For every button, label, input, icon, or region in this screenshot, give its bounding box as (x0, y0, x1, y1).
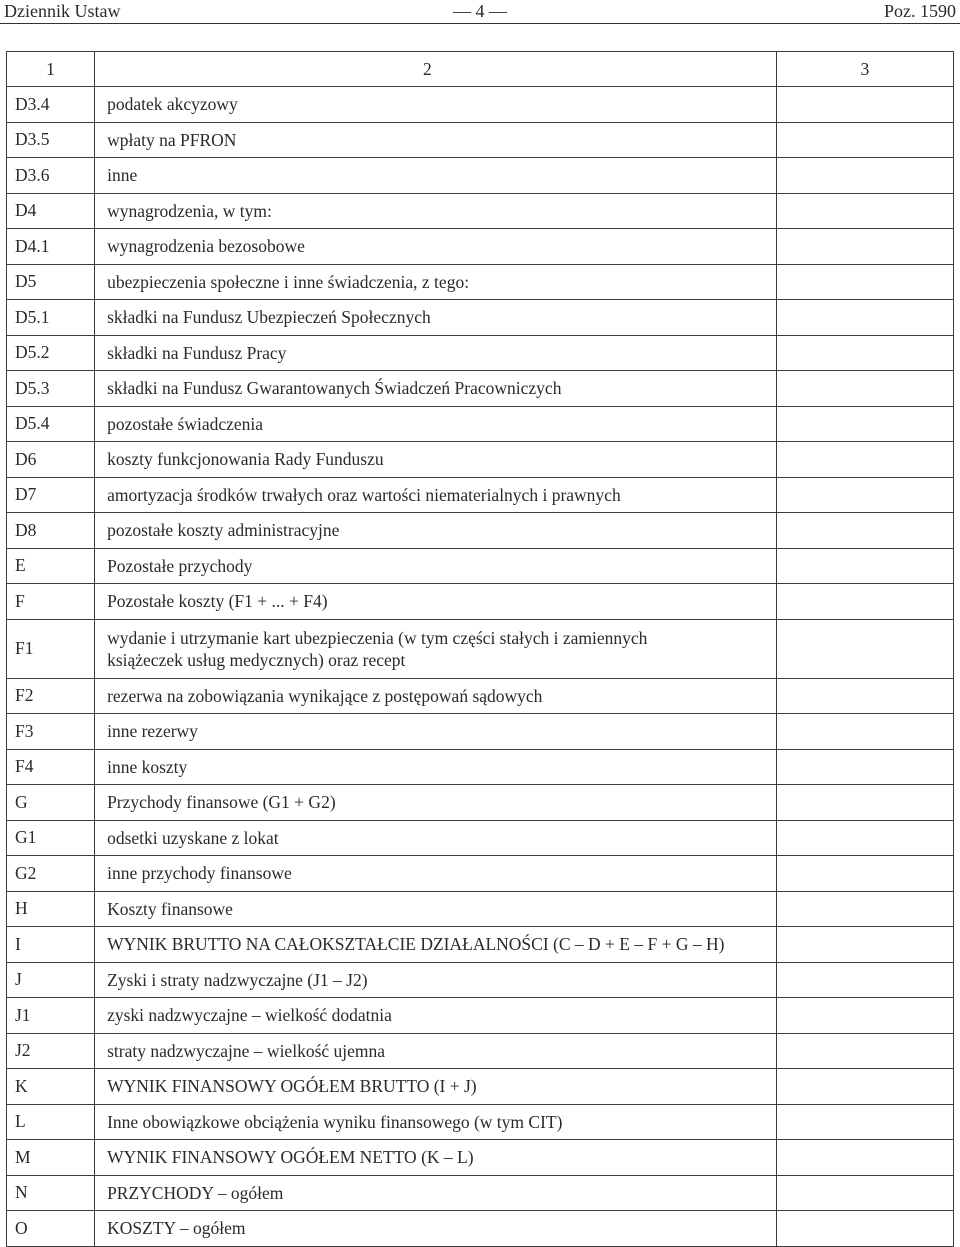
row-label: WYNIK FINANSOWY OGÓŁEM BRUTTO (I + J) (107, 1076, 477, 1097)
row-code: D5.2 (7, 335, 95, 371)
table-row (7, 584, 954, 620)
row-value (776, 927, 953, 963)
table-row (7, 1175, 954, 1211)
page-number: — 4 — (453, 1, 507, 21)
row-label: Inne obowiązkowe obciążenia wyniku finansowego (w tym CIT) (107, 1111, 563, 1132)
row-code: G (7, 785, 95, 821)
table-row (7, 891, 954, 927)
table-row (7, 856, 954, 892)
row-label-cell (95, 477, 777, 513)
row-value (776, 1140, 953, 1176)
table-row (7, 513, 954, 549)
column-number-row (7, 52, 954, 87)
row-label-cell (95, 1104, 777, 1140)
row-label: pozostałe koszty administracyjne (107, 520, 340, 541)
row-code: D8 (7, 513, 95, 549)
row-label: wynagrodzenia bezosobowe (107, 236, 305, 257)
row-label-cell (95, 229, 777, 265)
row-label: inne przychody finansowe (107, 863, 292, 884)
table-row (7, 927, 954, 963)
table-row (7, 442, 954, 478)
row-code: G1 (7, 820, 95, 856)
row-code: D3.5 (7, 122, 95, 158)
row-label: amortyzacja środków trwałych oraz wartości niematerialnych i prawnych (107, 484, 621, 505)
row-label-cell (95, 584, 777, 620)
row-code: D3.4 (7, 87, 95, 123)
table-row (7, 406, 954, 442)
row-label-cell (95, 856, 777, 892)
row-label-cell (95, 335, 777, 371)
row-label-cell (95, 1069, 777, 1105)
row-value (776, 477, 953, 513)
row-code: M (7, 1140, 95, 1176)
row-label: wynagrodzenia, w tym: (107, 200, 272, 221)
table-row (7, 1140, 954, 1176)
row-code: J (7, 962, 95, 998)
row-label: wydanie i utrzymanie kart ubezpieczenia (w tym części stałych i zamiennych (107, 627, 648, 648)
table-row (7, 785, 954, 821)
column-number-1: 1 (7, 52, 95, 87)
row-value (776, 264, 953, 300)
row-label-cell (95, 927, 777, 963)
financial-table (6, 51, 954, 1247)
row-label-cell (95, 300, 777, 336)
row-value (776, 442, 953, 478)
row-label-cell (95, 820, 777, 856)
row-label: składki na Fundusz Pracy (107, 342, 287, 363)
row-value (776, 891, 953, 927)
header-divider (0, 23, 960, 24)
row-label-cell (95, 1140, 777, 1176)
row-label: odsetki uzyskane z lokat (107, 827, 279, 848)
row-label-cell (95, 619, 777, 678)
row-code: D4.1 (7, 229, 95, 265)
row-label: wpłaty na PFRON (107, 129, 237, 150)
row-value (776, 1069, 953, 1105)
row-label: WYNIK BRUTTO NA CAŁOKSZTAŁCIE DZIAŁALNOŚCI (C – D + E – F + G – H) (107, 934, 725, 955)
table-row (7, 1069, 954, 1105)
page-header (0, 0, 960, 24)
row-label-cell (95, 548, 777, 584)
table-row (7, 548, 954, 584)
row-code: D5.1 (7, 300, 95, 336)
row-code: J1 (7, 998, 95, 1034)
row-label: inne rezerwy (107, 721, 198, 742)
table-row (7, 264, 954, 300)
row-value (776, 122, 953, 158)
row-code: F1 (7, 619, 95, 678)
row-label: Pozostałe koszty (F1 + ... + F4) (107, 591, 328, 612)
column-number-3: 3 (776, 52, 953, 87)
row-code: F4 (7, 749, 95, 785)
column-number-2: 2 (95, 52, 777, 87)
row-label-cell (95, 264, 777, 300)
row-label: inne koszty (107, 756, 188, 777)
row-label: straty nadzwyczajne – wielkość ujemna (107, 1040, 386, 1061)
row-code: G2 (7, 856, 95, 892)
table-row (7, 477, 954, 513)
table-row (7, 619, 954, 678)
table-row (7, 1104, 954, 1140)
row-value (776, 193, 953, 229)
table-row (7, 300, 954, 336)
row-value (776, 1033, 953, 1069)
table-row (7, 87, 954, 123)
row-value (776, 300, 953, 336)
row-label-cell (95, 891, 777, 927)
table-row (7, 193, 954, 229)
row-value (776, 785, 953, 821)
row-label: składki na Fundusz Gwarantowanych Świadczeń Pracowniczych (107, 378, 562, 399)
row-label-cell (95, 122, 777, 158)
row-code: O (7, 1211, 95, 1247)
row-label-cell (95, 749, 777, 785)
row-label-cell (95, 1175, 777, 1211)
table-row (7, 962, 954, 998)
row-value (776, 87, 953, 123)
row-code: E (7, 548, 95, 584)
row-code: D5 (7, 264, 95, 300)
row-label: WYNIK FINANSOWY OGÓŁEM NETTO (K – L) (107, 1147, 474, 1168)
position-number: Poz. 1590 (884, 1, 956, 21)
row-label: podatek akcyzowy (107, 94, 238, 115)
table-row (7, 678, 954, 714)
row-value (776, 229, 953, 265)
row-label-cell (95, 371, 777, 407)
table-row (7, 714, 954, 750)
table-row (7, 122, 954, 158)
row-label: inne (107, 165, 138, 186)
row-label: koszty funkcjonowania Rady Funduszu (107, 449, 384, 470)
row-value (776, 513, 953, 549)
row-label: rezerwa na zobowiązania wynikające z postępowań sądowych (107, 685, 543, 706)
table-row (7, 998, 954, 1034)
row-label-cell (95, 1211, 777, 1247)
row-code: J2 (7, 1033, 95, 1069)
row-value (776, 371, 953, 407)
row-value (776, 714, 953, 750)
row-label-cell (95, 678, 777, 714)
row-value (776, 584, 953, 620)
row-code: F (7, 584, 95, 620)
row-label: ubezpieczenia społeczne i inne świadczenia, z tego: (107, 271, 470, 292)
row-value (776, 1104, 953, 1140)
row-label: Zyski i straty nadzwyczajne (J1 – J2) (107, 969, 368, 990)
row-value (776, 1175, 953, 1211)
row-value (776, 962, 953, 998)
row-label: Pozostałe przychody (107, 555, 253, 576)
table-row (7, 820, 954, 856)
row-value (776, 856, 953, 892)
table-row (7, 1033, 954, 1069)
row-code: D5.3 (7, 371, 95, 407)
row-value (776, 335, 953, 371)
row-code: D4 (7, 193, 95, 229)
row-label-cell (95, 513, 777, 549)
row-label: zyski nadzwyczajne – wielkość dodatnia (107, 1005, 392, 1026)
row-code: D5.4 (7, 406, 95, 442)
table-row (7, 335, 954, 371)
row-label-cell (95, 1033, 777, 1069)
row-label-cell (95, 442, 777, 478)
row-code: D6 (7, 442, 95, 478)
row-label-cell (95, 406, 777, 442)
row-value (776, 619, 953, 678)
row-label-cell (95, 962, 777, 998)
journal-title: Dziennik Ustaw (4, 1, 121, 21)
row-code: F2 (7, 678, 95, 714)
row-label-cell (95, 87, 777, 123)
row-value (776, 678, 953, 714)
table-row (7, 1211, 954, 1247)
row-value (776, 1211, 953, 1247)
row-code: D3.6 (7, 158, 95, 194)
row-label-cell (95, 998, 777, 1034)
row-code: N (7, 1175, 95, 1211)
row-value (776, 406, 953, 442)
row-value (776, 820, 953, 856)
row-label-cell (95, 785, 777, 821)
table-row (7, 749, 954, 785)
row-value (776, 158, 953, 194)
row-label: Koszty finansowe (107, 898, 233, 919)
row-label-cell (95, 714, 777, 750)
row-code: H (7, 891, 95, 927)
row-value (776, 548, 953, 584)
row-label: KOSZTY – ogółem (107, 1218, 246, 1239)
row-code: I (7, 927, 95, 963)
row-code: F3 (7, 714, 95, 750)
row-label: Przychody finansowe (G1 + G2) (107, 792, 336, 813)
row-code: D7 (7, 477, 95, 513)
table-row (7, 229, 954, 265)
row-label-cell (95, 193, 777, 229)
row-value (776, 998, 953, 1034)
row-code: L (7, 1104, 95, 1140)
table-row (7, 371, 954, 407)
row-code: K (7, 1069, 95, 1105)
row-label: PRZYCHODY – ogółem (107, 1182, 284, 1203)
row-label-continuation: książeczek usług medycznych) oraz recept (107, 649, 406, 670)
row-label: pozostałe świadczenia (107, 413, 264, 434)
row-value (776, 749, 953, 785)
table-row (7, 158, 954, 194)
row-label: składki na Fundusz Ubezpieczeń Społecznych (107, 307, 431, 328)
row-label-cell (95, 158, 777, 194)
